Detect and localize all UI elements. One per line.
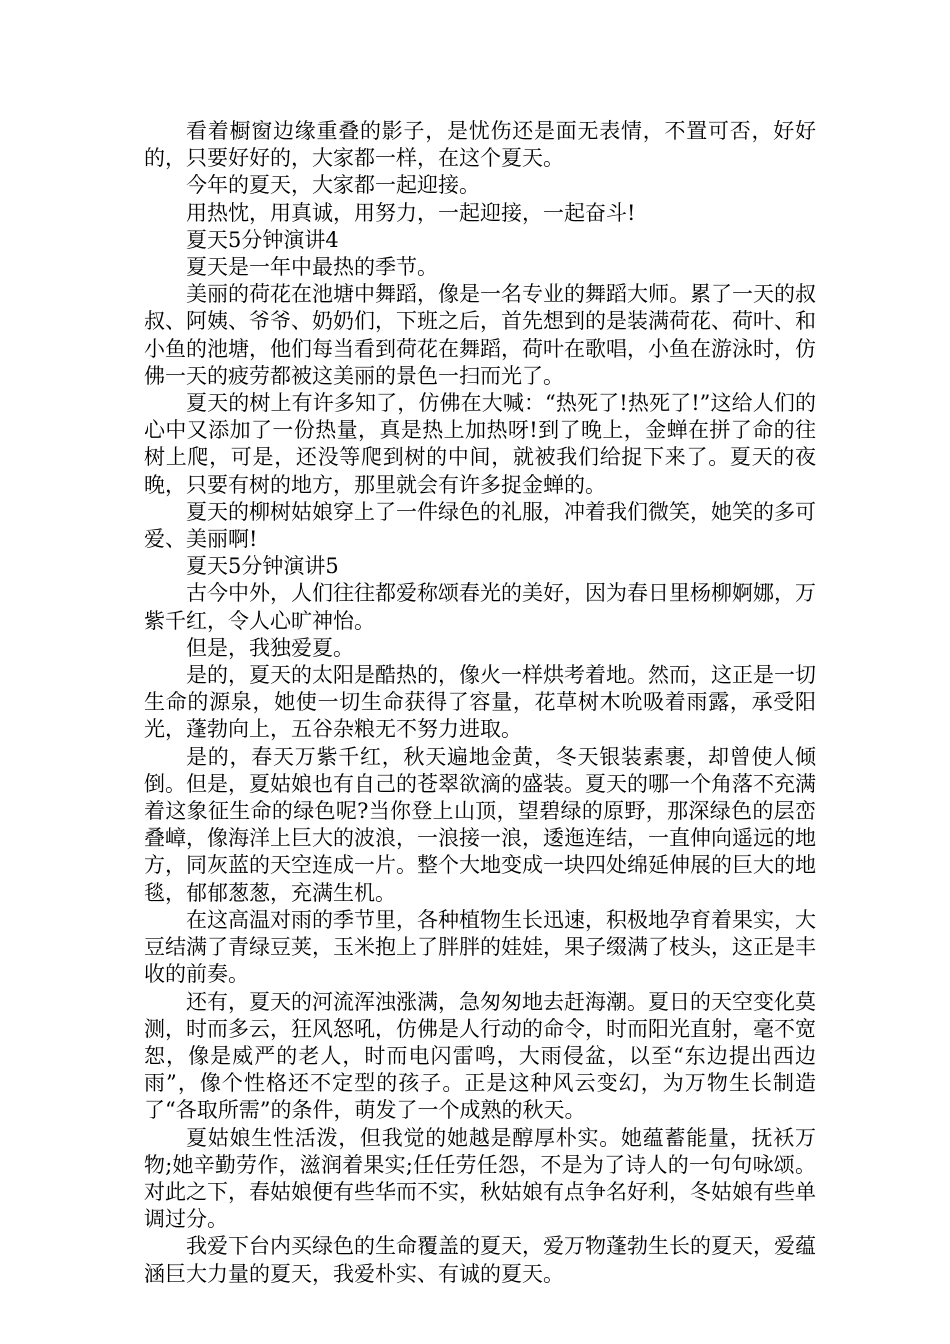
paragraph: 夏天的柳树姑娘穿上了一件绿色的礼服，冲着我们微笑，她笑的多可爱、美丽啊! bbox=[144, 499, 816, 552]
paragraph: 但是，我独爱夏。 bbox=[186, 635, 354, 660]
paragraph: 还有，夏天的河流浑浊涨满，急匆匆地去赶海潮。夏日的天空变化莫测，时而多云，狂风怒吼，仿佛是人行动的命令，时而阳光直射，毫不宽恕，像是威严的老人，时而电闪雷鸣，大雨侵盆，以至“东边提出西边雨”，像个性格还不定型的孩子。正是这种风云变幻，为万物生长制造了“各取所需”的条件，萌发了一个成熟的秋天。 bbox=[144, 989, 816, 1123]
paragraph: 看着橱窗边缘重叠的影子，是忧伤还是面无表情，不置可否，好好的，只要好好的，大家都一样，在这个夏天。 bbox=[144, 119, 816, 171]
paragraph: 是的，春天万紫千红，秋天遍地金黄，冬天银装素裹，却曾使人倾倒。但是，夏姑娘也有自己的苍翠欲滴的盛装。夏天的哪一个角落不充满着这象征生命的绿色呢?当你登上山顶，望碧绿的原野，那深绿色的层峦叠嶂，像海洋上巨大的波浪，一浪接一浪，逶迤连结，一直伸向遥远的地方，同灰蓝的天空连成一片。整个大地变成一块四处绵延伸展的巨大的地毯，郁郁葱葱，充满生机。 bbox=[144, 744, 816, 905]
section-heading: 夏天5分钟演讲5 bbox=[186, 554, 339, 579]
paragraph: 用热忱，用真诚，用努力，一起迎接，一起奋斗! bbox=[186, 200, 636, 225]
paragraph: 美丽的荷花在池塘中舞蹈，像是一名专业的舞蹈大师。累了一天的叔叔、阿姨、爷爷、奶奶们，下班之后，首先想到的是装满荷花、荷叶、和小鱼的池塘，他们每当看到荷花在舞蹈，荷叶在歌唱，小鱼在游泳时，仿佛一天的疲劳都被这美丽的景色一扫而光了。 bbox=[144, 282, 816, 388]
section-heading: 夏天5分钟演讲4 bbox=[186, 227, 339, 252]
document-page bbox=[144, 118, 816, 1288]
paragraph: 夏天是一年中最热的季节。 bbox=[186, 255, 438, 280]
paragraph: 在这高温对雨的季节里，各种植物生长迅速，积极地孕育着果实，大豆结满了青绿豆荚，玉米抱上了胖胖的娃娃，果子缀满了枝头，这正是丰收的前奏。 bbox=[144, 907, 816, 987]
paragraph: 古今中外，人们往往都爱称颂春光的美好，因为春日里杨柳婀娜，万紫千红，令人心旷神怡。 bbox=[144, 581, 816, 633]
paragraph: 夏姑娘生性活泼，但我觉的她越是醇厚朴实。她蕴蓄能量，抚袄万物;她辛勤劳作，滋润着果实;任任劳任怨，不是为了诗人的一句句咏颂。对此之下，春姑娘便有些华而不实，秋姑娘有点争名好利，冬姑娘有些单调过分。 bbox=[144, 1125, 816, 1232]
paragraph: 今年的夏天，大家都一起迎接。 bbox=[186, 173, 480, 198]
paragraph: 我爱下台内买绿色的生命覆盖的夏天，爱万物蓬勃生长的夏天，爱蕴涵巨大力量的夏天，我爱朴实、有诚的夏天。 bbox=[144, 1234, 816, 1286]
paragraph: 夏天的树上有许多知了，仿佛在大喊：“热死了!热死了!”这给人们的心中又添加了一份热量，真是热上加热呀!到了晚上，金蝉在拼了命的往树上爬，可是，还没等爬到树的中间，就被我们给捉下来了。夏天的夜晚，只要有树的地方，那里就会有许多捉金蝉的。 bbox=[144, 391, 816, 497]
paragraph: 是的，夏天的太阳是酷热的，像火一样烘考着地。然而，这正是一切生命的源泉，她使一切生命获得了容量，花草树木吮吸着雨露，承受阳光，蓬勃向上，五谷杂粮无不努力进取。 bbox=[144, 663, 816, 742]
